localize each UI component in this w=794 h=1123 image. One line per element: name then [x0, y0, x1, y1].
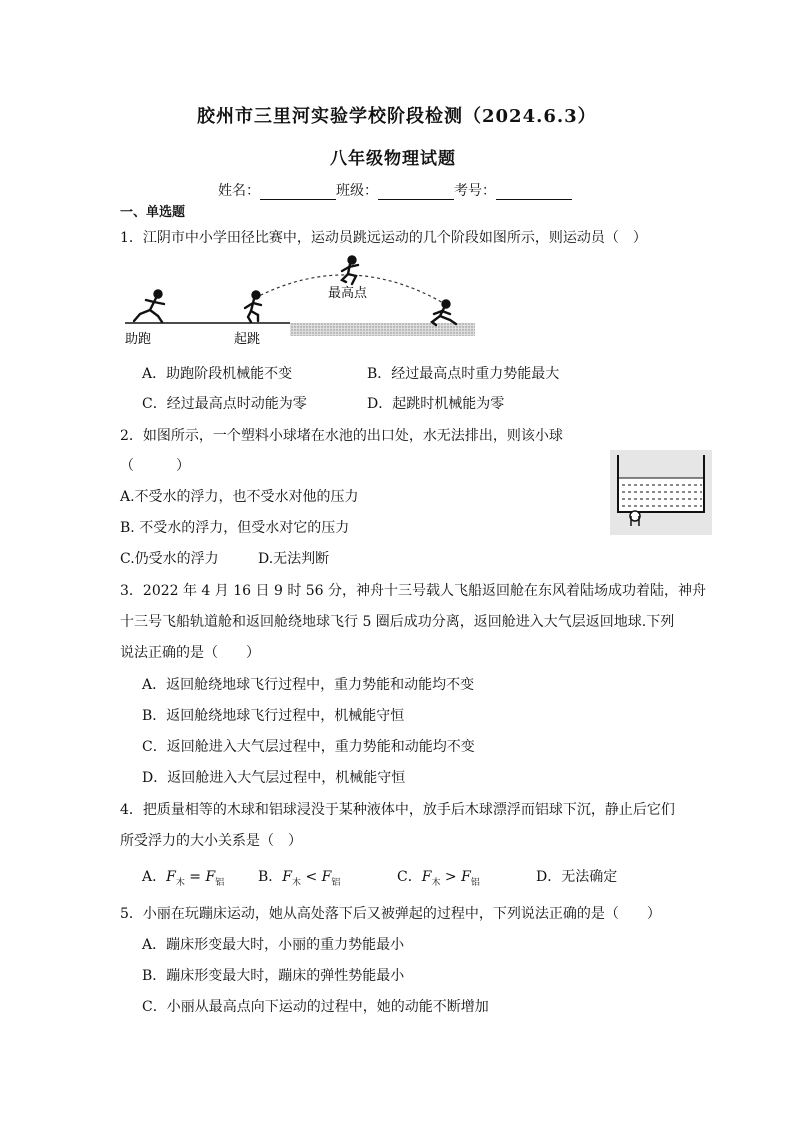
runner-takeoff-icon: [245, 292, 261, 323]
q5-stem: 5．小丽在玩蹦床运动，她从高处落下后又被弹起的过程中，下列说法正确的是（ ）: [120, 906, 661, 922]
q4-option-b[interactable]: [258, 868, 340, 892]
q1-option-a[interactable]: A．助跑阶段机械能不变: [142, 366, 293, 382]
q1-option-c[interactable]: C．经过最高点时动能为零: [142, 396, 307, 412]
q4-a-f1: F: [166, 869, 176, 885]
q5-option-a[interactable]: A．蹦床形变最大时，小丽的重力势能最小: [142, 937, 405, 953]
jumper-landing-icon: [432, 301, 456, 326]
pool-figure: [610, 450, 712, 535]
q5-option-c[interactable]: C．小丽从最高点向下运动的过程中，她的动能不断增加: [142, 999, 489, 1015]
q1-option-b[interactable]: B．经过最高点时重力势能最大: [367, 366, 560, 382]
exam-subtitle: 八年级物理试题: [330, 149, 456, 169]
q4-c-f1: F: [421, 869, 432, 885]
label-takeoff: 起跳: [234, 332, 261, 347]
q4-b-prefix: B．: [258, 869, 283, 885]
section-heading: 一、单选题: [120, 205, 186, 220]
q4-stem-line1: 4．把质量相等的木球和铝球浸没于某种液体中，放手后木球漂浮而铝球下沉，静止后它们: [120, 802, 675, 818]
runner-runup-icon: [134, 291, 164, 323]
sand-pit: [290, 323, 475, 336]
q4-a-f2: F: [205, 869, 216, 885]
q4-a-sub2: 铝: [215, 877, 225, 888]
q3-stem-line3: 说法正确的是（ ）: [120, 645, 260, 661]
q4-c-sub2: 铝: [470, 877, 480, 888]
q2-answer-paren: （ ）: [120, 458, 190, 474]
q4-a-sub1: 木: [175, 877, 185, 888]
q4-stem-line2: 所受浮力的大小关系是（ ）: [120, 833, 302, 849]
q3-option-d[interactable]: D．返回舱进入大气层过程中，机械能守恒: [142, 770, 406, 786]
q4-option-c[interactable]: [397, 868, 480, 892]
label-runup: 助跑: [125, 332, 152, 347]
q4-b-sub2: 铝: [331, 877, 341, 888]
q4-b-f2: F: [321, 869, 332, 885]
id-label: 考号：: [454, 183, 496, 199]
q3-option-a[interactable]: A．返回舱绕地球飞行过程中，重力势能和动能均不变: [142, 677, 475, 693]
q3-stem-line2: 十三号飞船轨道舱和返回舱绕地球飞行 5 圈后成功分离，返回舱进入大气层返回地球.下列: [120, 614, 675, 630]
q3-option-c[interactable]: C．返回舱进入大气层过程中，重力势能和动能均不变: [142, 739, 475, 755]
q2-option-a[interactable]: A.不受水的浮力，也不受水对他的压力: [120, 489, 359, 505]
student-info-fields: [218, 182, 572, 200]
q4-option-d[interactable]: D．无法确定: [536, 869, 618, 885]
long-jump-figure: [120, 254, 480, 349]
q1-stem: 1．江阴市中小学田径比赛中，运动员跳远运动的几个阶段如图所示，则运动员（ ）: [120, 230, 647, 246]
q5-option-b[interactable]: B．蹦床形变最大时，蹦床的弹性势能最小: [142, 968, 405, 984]
label-peak: 最高点: [328, 286, 368, 301]
q4-option-a[interactable]: [142, 868, 224, 892]
name-blank[interactable]: [260, 185, 336, 200]
q2-option-c[interactable]: C.仍受水的浮力: [120, 551, 219, 567]
q2-option-d[interactable]: D.无法判断: [258, 551, 330, 567]
q4-a-eq: =: [184, 869, 206, 885]
q4-b-sub1: 木: [292, 877, 302, 888]
q4-c-sub1: 木: [431, 877, 441, 888]
q4-b-f1: F: [282, 869, 293, 885]
q2-stem: 2．如图所示，一个塑料小球堵在水池的出口处，水无法排出，则该小球: [120, 428, 563, 444]
jumper-peak-icon: [342, 257, 358, 285]
exam-title: 胶州市三里河实验学校阶段检测（2024.6.3）: [197, 106, 597, 127]
q3-stem-line1: 3．2022 年 4 月 16 日 9 时 56 分，神舟十三号载人飞船返回舱在东风着陆场成功着陆，神舟: [120, 583, 707, 599]
class-label: 班级：: [336, 183, 378, 199]
q4-b-lt: <: [301, 869, 322, 885]
class-blank[interactable]: [378, 185, 454, 200]
id-blank[interactable]: [496, 185, 572, 200]
q4-c-gt: >: [440, 869, 462, 885]
q1-option-d[interactable]: D．起跳时机械能为零: [367, 396, 505, 412]
q2-option-b[interactable]: B. 不受水的浮力，但受水对它的压力: [120, 520, 350, 536]
q4-c-f2: F: [461, 869, 471, 885]
q4-a-prefix: A．: [142, 869, 167, 885]
name-label: 姓名：: [218, 183, 260, 199]
q4-c-prefix: C．: [397, 869, 422, 885]
q3-option-b[interactable]: B．返回舱绕地球飞行过程中，机械能守恒: [142, 708, 405, 724]
